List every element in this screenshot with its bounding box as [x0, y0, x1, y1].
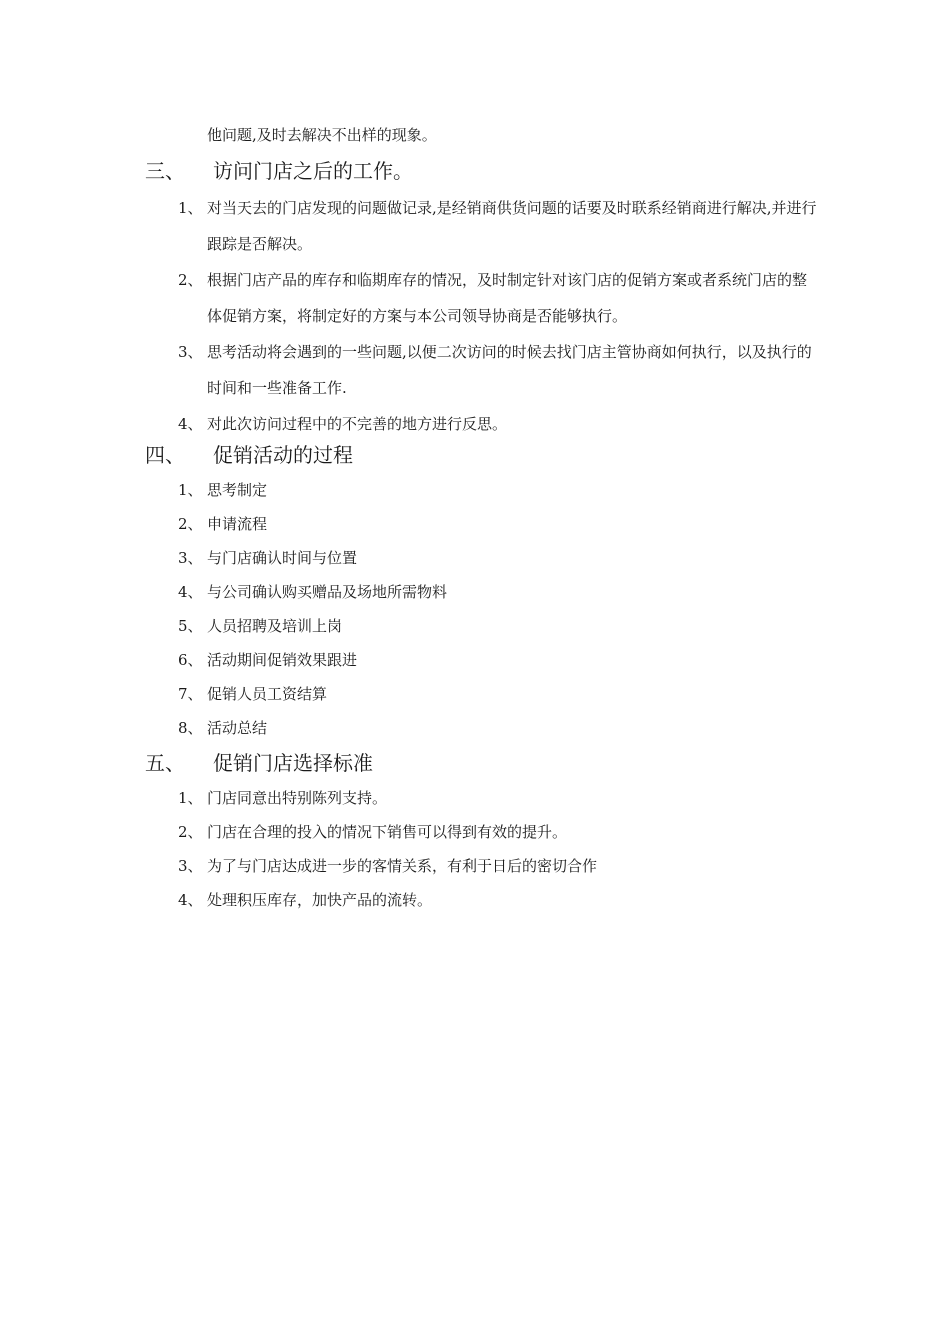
item-number: 5、 [178, 617, 203, 635]
list-item [145, 781, 845, 815]
item-text: 思考制定 [207, 481, 268, 499]
list-item [145, 262, 845, 334]
item-number: 4、 [178, 415, 203, 433]
list-item [145, 677, 845, 711]
section-number: 四、 [145, 443, 185, 467]
item-number: 4、 [178, 891, 203, 909]
item-text: 与门店确认时间与位置 [207, 549, 358, 567]
item-text: 门店同意出特别陈列支持。 [207, 789, 388, 807]
item-text: 活动期间促销效果跟进 [207, 651, 358, 669]
list-item [145, 473, 845, 507]
item-number: 2、 [178, 515, 203, 533]
item-number: 8、 [178, 719, 203, 737]
item-text: 对当天去的门店发现的问题做记录,是经销商供货问题的话要及时联系经销商进行解决,并进行跟踪是否解决。 [207, 199, 817, 253]
item-number: 7、 [178, 685, 203, 703]
section-title: 促销门店选择标准 [213, 751, 373, 775]
item-text: 门店在合理的投入的情况下销售可以得到有效的提升。 [207, 823, 568, 841]
list-item [145, 883, 845, 917]
item-number: 3、 [178, 549, 203, 567]
list-item [145, 643, 845, 677]
section-heading [145, 440, 845, 470]
list-item [145, 849, 845, 883]
section-number: 三、 [145, 159, 185, 183]
list-item [145, 190, 845, 262]
section-store-selection-criteria [145, 748, 845, 917]
item-number: 6、 [178, 651, 203, 669]
item-text: 根据门店产品的库存和临期库存的情况，及时制定针对该门店的促销方案或者系统门店的整体促销方案，将制定好的方案与本公司领导协商是否能够执行。 [207, 271, 808, 325]
section-title: 访问门店之后的工作。 [213, 159, 413, 183]
list-item [145, 334, 845, 406]
item-text: 人员招聘及培训上岗 [207, 617, 343, 635]
item-text: 活动总结 [207, 719, 268, 737]
list-item [145, 575, 845, 609]
section-heading [145, 156, 845, 186]
section-number: 五、 [145, 751, 185, 775]
item-number: 3、 [178, 857, 203, 875]
item-number: 1、 [178, 199, 203, 217]
item-number: 1、 [178, 481, 203, 499]
continuation-text: 他问题,及时去解决不出样的现象。 [207, 126, 437, 144]
item-number: 4、 [178, 583, 203, 601]
section-title: 促销活动的过程 [213, 443, 353, 467]
list-item [145, 406, 845, 442]
list-item [145, 507, 845, 541]
section-heading [145, 748, 845, 778]
item-text: 处理积压库存，加快产品的流转。 [207, 891, 433, 909]
section-after-visit [145, 156, 845, 442]
item-text: 对此次访问过程中的不完善的地方进行反思。 [207, 415, 508, 433]
list-item [145, 711, 845, 745]
item-text: 为了与门店达成进一步的客情关系，有利于日后的密切合作 [207, 857, 598, 875]
item-number: 3、 [178, 343, 203, 361]
section-promotion-process [145, 440, 845, 745]
list-item [145, 541, 845, 575]
item-text: 促销人员工资结算 [207, 685, 328, 703]
item-number: 2、 [178, 823, 203, 841]
list-item [145, 815, 845, 849]
item-text: 思考活动将会遇到的一些问题,以便二次访问的时候去找门店主管协商如何执行，以及执行的时间和一些准备工作. [207, 343, 812, 397]
item-text: 与公司确认购买赠品及场地所需物料 [207, 583, 448, 601]
item-text: 申请流程 [207, 515, 268, 533]
item-number: 1、 [178, 789, 203, 807]
list-item [145, 609, 845, 643]
item-number: 2、 [178, 271, 203, 289]
